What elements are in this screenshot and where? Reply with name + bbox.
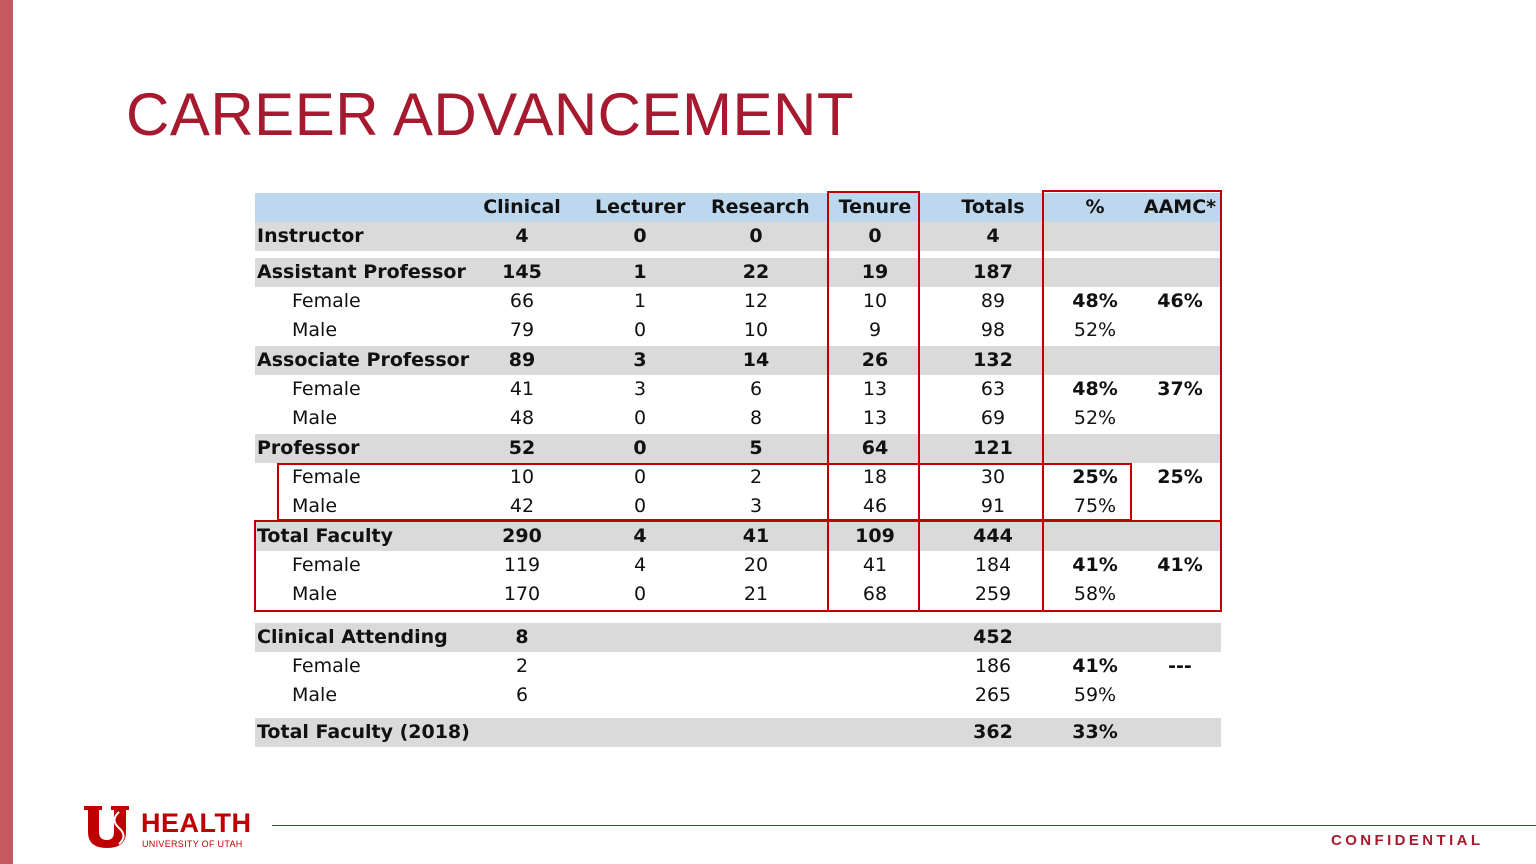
table-cell: 4 (633, 554, 647, 576)
table-cell: 41% (1072, 655, 1118, 677)
column-header: Research (711, 196, 810, 218)
table-cell: 41% (1072, 554, 1118, 576)
table-cell (1135, 681, 1225, 710)
table-cell: 6 (515, 684, 529, 706)
table-cell: 63 (980, 378, 1006, 400)
table-cell: 6 (749, 378, 763, 400)
table-cell: 41 (742, 525, 770, 547)
table-row (255, 346, 1221, 375)
table-cell: 1 (633, 290, 647, 312)
table-cell: 42 (509, 495, 535, 517)
row-label: Professor (257, 437, 360, 459)
table-cell: 98 (980, 319, 1006, 341)
table-cell: 13 (862, 378, 888, 400)
table-cell: 0 (868, 225, 882, 247)
table-cell: 0 (633, 466, 647, 488)
table-cell (1135, 718, 1225, 747)
table-cell: 0 (633, 583, 647, 605)
table-cell: 33% (1072, 721, 1118, 743)
table-cell: 4 (633, 525, 647, 547)
table-cell: 4 (515, 225, 529, 247)
table-cell (1050, 623, 1140, 652)
table-cell (595, 718, 685, 747)
table-cell: 3 (749, 495, 763, 517)
table-cell (711, 652, 801, 681)
table-row (255, 492, 1221, 521)
table-cell (1135, 623, 1225, 652)
row-label: Male (292, 684, 338, 706)
table-cell (1135, 404, 1225, 433)
table-cell: 10 (862, 290, 888, 312)
table-cell: 186 (974, 655, 1012, 677)
row-label: Male (292, 495, 338, 517)
table-cell (1050, 434, 1140, 463)
table-cell: 4 (986, 225, 1000, 247)
table-row (255, 463, 1221, 492)
table-cell: 444 (973, 525, 1013, 547)
table-cell: 25% (1072, 466, 1118, 488)
table-cell: 3 (633, 349, 647, 371)
table-cell: 68 (862, 583, 888, 605)
table-cell: 0 (633, 319, 647, 341)
table-cell (1135, 492, 1225, 521)
table-cell: 91 (980, 495, 1006, 517)
table-cell: 79 (509, 319, 535, 341)
table-cell: 265 (974, 684, 1012, 706)
table-cell (1050, 346, 1140, 375)
table-cell: 66 (509, 290, 535, 312)
table-cell: 14 (742, 349, 770, 371)
table-cell: 25% (1157, 466, 1203, 488)
table-cell (1135, 522, 1225, 551)
table-row (255, 681, 1221, 710)
table-cell: 52 (508, 437, 536, 459)
table-cell: 10 (743, 319, 769, 341)
table-cell: 290 (502, 525, 542, 547)
column-header: Tenure (838, 196, 912, 218)
row-label: Female (292, 554, 361, 576)
table-cell: 69 (980, 407, 1006, 429)
column-header: Totals (961, 196, 1025, 218)
slide-accent-bar (0, 0, 13, 864)
table-cell: 48 (509, 407, 535, 429)
table-row (255, 434, 1221, 463)
row-label: Male (292, 407, 338, 429)
table-cell: 64 (861, 437, 889, 459)
table-cell: 0 (633, 495, 647, 517)
table-row (255, 580, 1221, 609)
row-label: Female (292, 655, 361, 677)
table-cell: 132 (973, 349, 1013, 371)
table-cell: 48% (1072, 290, 1118, 312)
table-row (255, 623, 1221, 652)
table-header-row (255, 193, 1221, 222)
table-cell: 2 (515, 655, 529, 677)
table-cell (1135, 346, 1225, 375)
table-cell: 184 (974, 554, 1012, 576)
row-label: Total Faculty (257, 525, 393, 547)
table-cell: 8 (749, 407, 763, 429)
table-row (255, 222, 1221, 251)
row-label: Female (292, 290, 361, 312)
table-cell: 0 (633, 225, 647, 247)
confidential-label: CONFIDENTIAL (1331, 832, 1484, 849)
table-cell: 41 (862, 554, 888, 576)
table-cell: 58% (1073, 583, 1117, 605)
table-cell (477, 718, 567, 747)
table-cell: 52% (1073, 407, 1117, 429)
table-cell: 0 (749, 225, 763, 247)
row-label: Male (292, 319, 338, 341)
row-label: Instructor (257, 225, 364, 247)
column-header: AAMC* (1143, 196, 1217, 218)
table-cell: 3 (633, 378, 647, 400)
table-cell: 22 (742, 261, 770, 283)
u-health-logo-icon (84, 806, 132, 848)
table-cell: 30 (980, 466, 1006, 488)
column-header: Clinical (483, 196, 561, 218)
table-cell (830, 623, 920, 652)
table-cell: 46 (862, 495, 888, 517)
table-cell: 75% (1073, 495, 1117, 517)
table-cell (1050, 222, 1140, 251)
row-label: Clinical Attending (257, 626, 448, 648)
table-cell: 89 (980, 290, 1006, 312)
row-label: Male (292, 583, 338, 605)
table-cell (1050, 522, 1140, 551)
table-cell: 89 (508, 349, 536, 371)
table-cell: 0 (633, 407, 647, 429)
table-cell: 10 (509, 466, 535, 488)
table-cell (711, 718, 801, 747)
table-cell: 21 (743, 583, 769, 605)
table-cell: 8 (515, 626, 529, 648)
table-cell: 12 (743, 290, 769, 312)
table-cell (1050, 258, 1140, 287)
university-of-utah-health-logo (84, 806, 254, 852)
table-cell: --- (1168, 655, 1192, 677)
table-cell: 121 (973, 437, 1013, 459)
table-cell (1135, 258, 1225, 287)
table-row (255, 375, 1221, 404)
table-cell: 109 (855, 525, 895, 547)
table-cell: 18 (862, 466, 888, 488)
column-header: Lecturer (595, 196, 686, 218)
row-label: Total Faculty (2018) (257, 721, 470, 743)
table-cell: 2 (749, 466, 763, 488)
table-cell: 1 (633, 261, 647, 283)
table-cell: 187 (973, 261, 1013, 283)
table-cell: 145 (502, 261, 542, 283)
table-cell: 20 (743, 554, 769, 576)
table-cell (1135, 580, 1225, 609)
table-cell (1135, 222, 1225, 251)
table-cell: 41 (509, 378, 535, 400)
table-cell (1135, 434, 1225, 463)
table-cell (830, 652, 920, 681)
table-cell: 170 (503, 583, 541, 605)
table-cell (1135, 316, 1225, 345)
table-cell: 452 (973, 626, 1013, 648)
table-cell: 13 (862, 407, 888, 429)
table-row (255, 652, 1221, 681)
table-row (255, 287, 1221, 316)
row-label: Associate Professor (257, 349, 470, 371)
table-cell: 52% (1073, 319, 1117, 341)
footer-divider (272, 825, 1536, 826)
row-label: Assistant Professor (257, 261, 466, 283)
slide-title: CAREER ADVANCEMENT (126, 81, 855, 148)
table-cell: 0 (633, 437, 647, 459)
table-cell: 119 (503, 554, 541, 576)
table-cell (830, 681, 920, 710)
table-cell: 37% (1157, 378, 1203, 400)
table-cell (711, 623, 801, 652)
table-row (255, 718, 1221, 747)
logo-university-text: UNIVERSITY OF UTAH (142, 839, 243, 849)
row-label: Female (292, 466, 361, 488)
table-cell: 41% (1157, 554, 1203, 576)
table-row (255, 522, 1221, 551)
table-cell (595, 681, 685, 710)
table-row (255, 551, 1221, 580)
row-label: Female (292, 378, 361, 400)
table-cell: 19 (861, 261, 889, 283)
table-cell (830, 718, 920, 747)
column-header: % (1085, 196, 1105, 218)
table-cell: 48% (1072, 378, 1118, 400)
table-cell: 59% (1073, 684, 1117, 706)
logo-health-text: HEALTH (141, 808, 252, 838)
table-cell: 46% (1157, 290, 1203, 312)
table-row (255, 258, 1221, 287)
table-row (255, 316, 1221, 345)
table-cell: 362 (973, 721, 1013, 743)
table-cell (595, 623, 685, 652)
table-cell: 259 (974, 583, 1012, 605)
table-cell (595, 652, 685, 681)
table-cell: 26 (861, 349, 889, 371)
table-cell: 5 (749, 437, 763, 459)
table-cell: 9 (868, 319, 882, 341)
table-row (255, 404, 1221, 433)
table-cell (711, 681, 801, 710)
